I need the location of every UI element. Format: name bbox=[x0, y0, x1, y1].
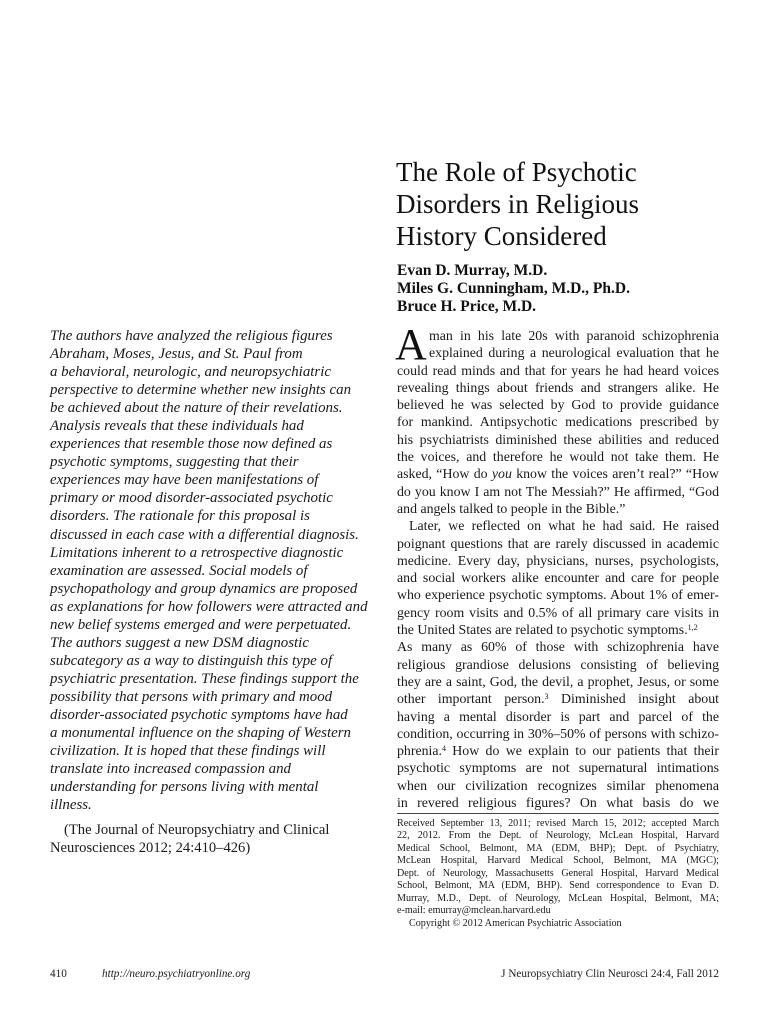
author-list bbox=[397, 262, 737, 316]
abstract-line: discussed in each case with a differential diagnosis. bbox=[50, 526, 359, 543]
abstract-line: disorder-associated psychotic symptoms have had bbox=[50, 706, 348, 723]
abstract-line: perspective to determine whether new insights can bbox=[50, 382, 352, 399]
footnote-line: e-mail: emurray@mclean.harvard.edu bbox=[397, 905, 551, 917]
journal-url-link[interactable]: http://neuro.psychiatryonline.org bbox=[102, 968, 251, 980]
abstract-line: illness. bbox=[50, 797, 92, 814]
body-line: when our civilization recognizes similar phenomena bbox=[397, 777, 719, 793]
body-line: who experience psychotic symptoms. About 1% of emer- bbox=[397, 587, 719, 603]
citation-line: Neurosciences 2012; 24:410–426) bbox=[50, 840, 251, 856]
abstract-line: a behavioral, neurologic, and neuropsychiatric bbox=[50, 364, 331, 381]
abstract-line: psychopathology and group dynamics are proposed bbox=[50, 580, 358, 597]
footnote-divider bbox=[397, 813, 719, 814]
body-line: in revered religious figures? On what basis do we bbox=[397, 795, 719, 811]
abstract-line: as explanations for how followers were attracted and bbox=[50, 598, 368, 615]
citation-line: (The Journal of Neuropsychiatry and Clinical bbox=[64, 822, 330, 838]
abstract-line: experiences that resemble those now defined as bbox=[50, 436, 333, 453]
abstract-line: experiences may have been manifestations of bbox=[50, 472, 319, 489]
body-line: they are a saint, God, the devil, a prophet, Jesus, or some bbox=[397, 673, 719, 689]
abstract-line: psychotic symptoms, suggesting that their bbox=[50, 454, 299, 471]
footnote-line: Medical School, Belmont, MA (EDM, BHP); Dept. of Psychiatry, bbox=[397, 842, 719, 854]
body-line: gency room visits and 0.5% of all primary care visits in bbox=[397, 604, 719, 620]
body-line: the voices, and therefore he would not take them. He bbox=[397, 449, 719, 465]
body-line: for mankind. Antipsychotic medications prescribed by bbox=[397, 414, 719, 430]
body-line: man in his late 20s with paranoid schizophrenia bbox=[429, 328, 719, 343]
abstract-line: primary or mood disorder-associated psychotic bbox=[50, 490, 333, 507]
body-text-run: How do we explain to our patients that their bbox=[445, 743, 719, 759]
body-line bbox=[397, 742, 719, 759]
footnote-line: McLean Hospital, Harvard Medical School, Belmont, MA (MGC); bbox=[397, 855, 719, 867]
body-line: do you know I am not The Messiah?” He affirmed, “God bbox=[397, 483, 719, 499]
abstract-line: understanding for persons living with mental bbox=[50, 779, 319, 796]
reference-superscript: 4 bbox=[441, 744, 446, 754]
abstract-line: possibility that persons with primary and mood bbox=[50, 688, 333, 705]
body-line bbox=[397, 465, 719, 482]
footnote-line: Received September 13, 2011; revised March 15, 2012; accepted March bbox=[397, 818, 719, 829]
abstract-line: be achieved about the nature of their revelations. bbox=[50, 400, 343, 417]
body-text-run: phrenia. bbox=[397, 743, 442, 759]
body-text-run: know the voices aren’t real?” “How bbox=[511, 466, 719, 482]
author-name: Miles G. Cunningham, M.D., Ph.D. bbox=[397, 280, 630, 297]
abstract-line: disorders. The rationale for this proposal is bbox=[50, 508, 310, 525]
body-line: condition, occurring in 30%–50% of persons with schizo- bbox=[397, 725, 719, 741]
body-text-run: the United States are related to psychotic symptoms. bbox=[397, 622, 688, 638]
drop-cap: A bbox=[395, 320, 427, 369]
title-line: History Considered bbox=[396, 221, 607, 251]
footnote-line: Murray, M.D., Dept. of Neurology, McLean Hospital, Belmont, MA; bbox=[397, 892, 719, 904]
body-text-run: other important person. bbox=[397, 691, 545, 707]
body-line: As many as 60% of those with schizophrenia have bbox=[397, 639, 719, 655]
body-line bbox=[397, 690, 719, 707]
abstract-line: examination are assessed. Social models of bbox=[50, 562, 308, 579]
body-text-run: asked, “How do bbox=[397, 466, 492, 482]
journal-citation bbox=[50, 821, 370, 857]
abstract-line: new belief systems emerged and were perpetuated. bbox=[50, 616, 352, 633]
reference-superscript: 3 bbox=[544, 692, 549, 702]
footnote-line: 22, 2012. From the Dept. of Neurology, McLean Hospital, Harvard bbox=[397, 830, 719, 842]
abstract-line: Analysis reveals that these individuals had bbox=[50, 418, 304, 435]
body-line: explained during a neurological evaluation that he bbox=[429, 345, 719, 361]
abstract-line: a monumental influence on the shaping of Western bbox=[50, 725, 351, 742]
body-line: psychotic symptoms are not supernatural intimations bbox=[397, 760, 719, 776]
body-line: revealing things about friends and strangers alike. He bbox=[397, 379, 719, 395]
abstract-line: psychiatric presentation. These findings support the bbox=[50, 670, 359, 687]
reference-superscript: 1,2 bbox=[687, 623, 698, 633]
body-line: and angels talked to people in the Bible.” bbox=[397, 500, 626, 516]
body-line: having a mental disorder is part and parcel of the bbox=[397, 708, 719, 724]
footnote-line: Dept. of Neurology, Massachusetts General Hospital, Harvard Medical bbox=[397, 867, 719, 879]
emphasis-text: you bbox=[491, 466, 512, 482]
body-line: and social workers alike encounter and care for people bbox=[397, 570, 719, 586]
body-text-run: Diminished insight about bbox=[548, 691, 719, 707]
abstract-line: Abraham, Moses, Jesus, and St. Paul from bbox=[50, 346, 303, 363]
body-line: religious grandiose delusions consisting of believing bbox=[397, 656, 719, 672]
abstract-line: The authors suggest a new DSM diagnostic bbox=[50, 634, 309, 651]
abstract-line: The authors have analyzed the religious figures bbox=[50, 328, 333, 344]
author-name: Evan D. Murray, M.D. bbox=[397, 262, 548, 279]
page-number: 410 bbox=[50, 968, 67, 980]
journal-issue: J Neuropsychiatry Clin Neurosci 24:4, Fall 2012 bbox=[501, 968, 719, 980]
abstract-line: Limitations inherent to a retrospective diagnostic bbox=[50, 544, 344, 561]
article-title bbox=[396, 156, 736, 252]
body-line: believed he was selected by God to provide guidance bbox=[397, 397, 719, 413]
body-line bbox=[397, 621, 719, 638]
author-name: Bruce H. Price, M.D. bbox=[397, 298, 537, 315]
abstract-line: subcategory as a way to distinguish this type of bbox=[50, 652, 333, 669]
body-line: his psychiatrists diminished these abilities and reduced bbox=[397, 431, 719, 447]
received-footnote bbox=[397, 818, 719, 930]
body-line: could read minds and that for years he had heard voices bbox=[397, 362, 719, 378]
title-line: The Role of Psychotic bbox=[396, 157, 637, 187]
body-text bbox=[395, 320, 719, 811]
body-line: medicine. Every day, physicians, nurses, psychologists, bbox=[397, 552, 719, 568]
title-line: Disorders in Religious bbox=[396, 189, 639, 219]
body-line: poignant questions that are rarely discussed in academic bbox=[397, 535, 719, 551]
abstract bbox=[50, 327, 370, 814]
footnote-line: School, Belmont, MA (EDM, BHP). Send correspondence to Evan D. bbox=[397, 880, 719, 892]
abstract-line: civilization. It is hoped that these findings will bbox=[50, 743, 326, 760]
copyright-line: Copyright © 2012 American Psychiatric Association bbox=[409, 917, 622, 929]
abstract-line: translate into increased compassion and bbox=[50, 761, 291, 778]
body-line: Later, we reflected on what he had said. He raised bbox=[409, 518, 719, 534]
